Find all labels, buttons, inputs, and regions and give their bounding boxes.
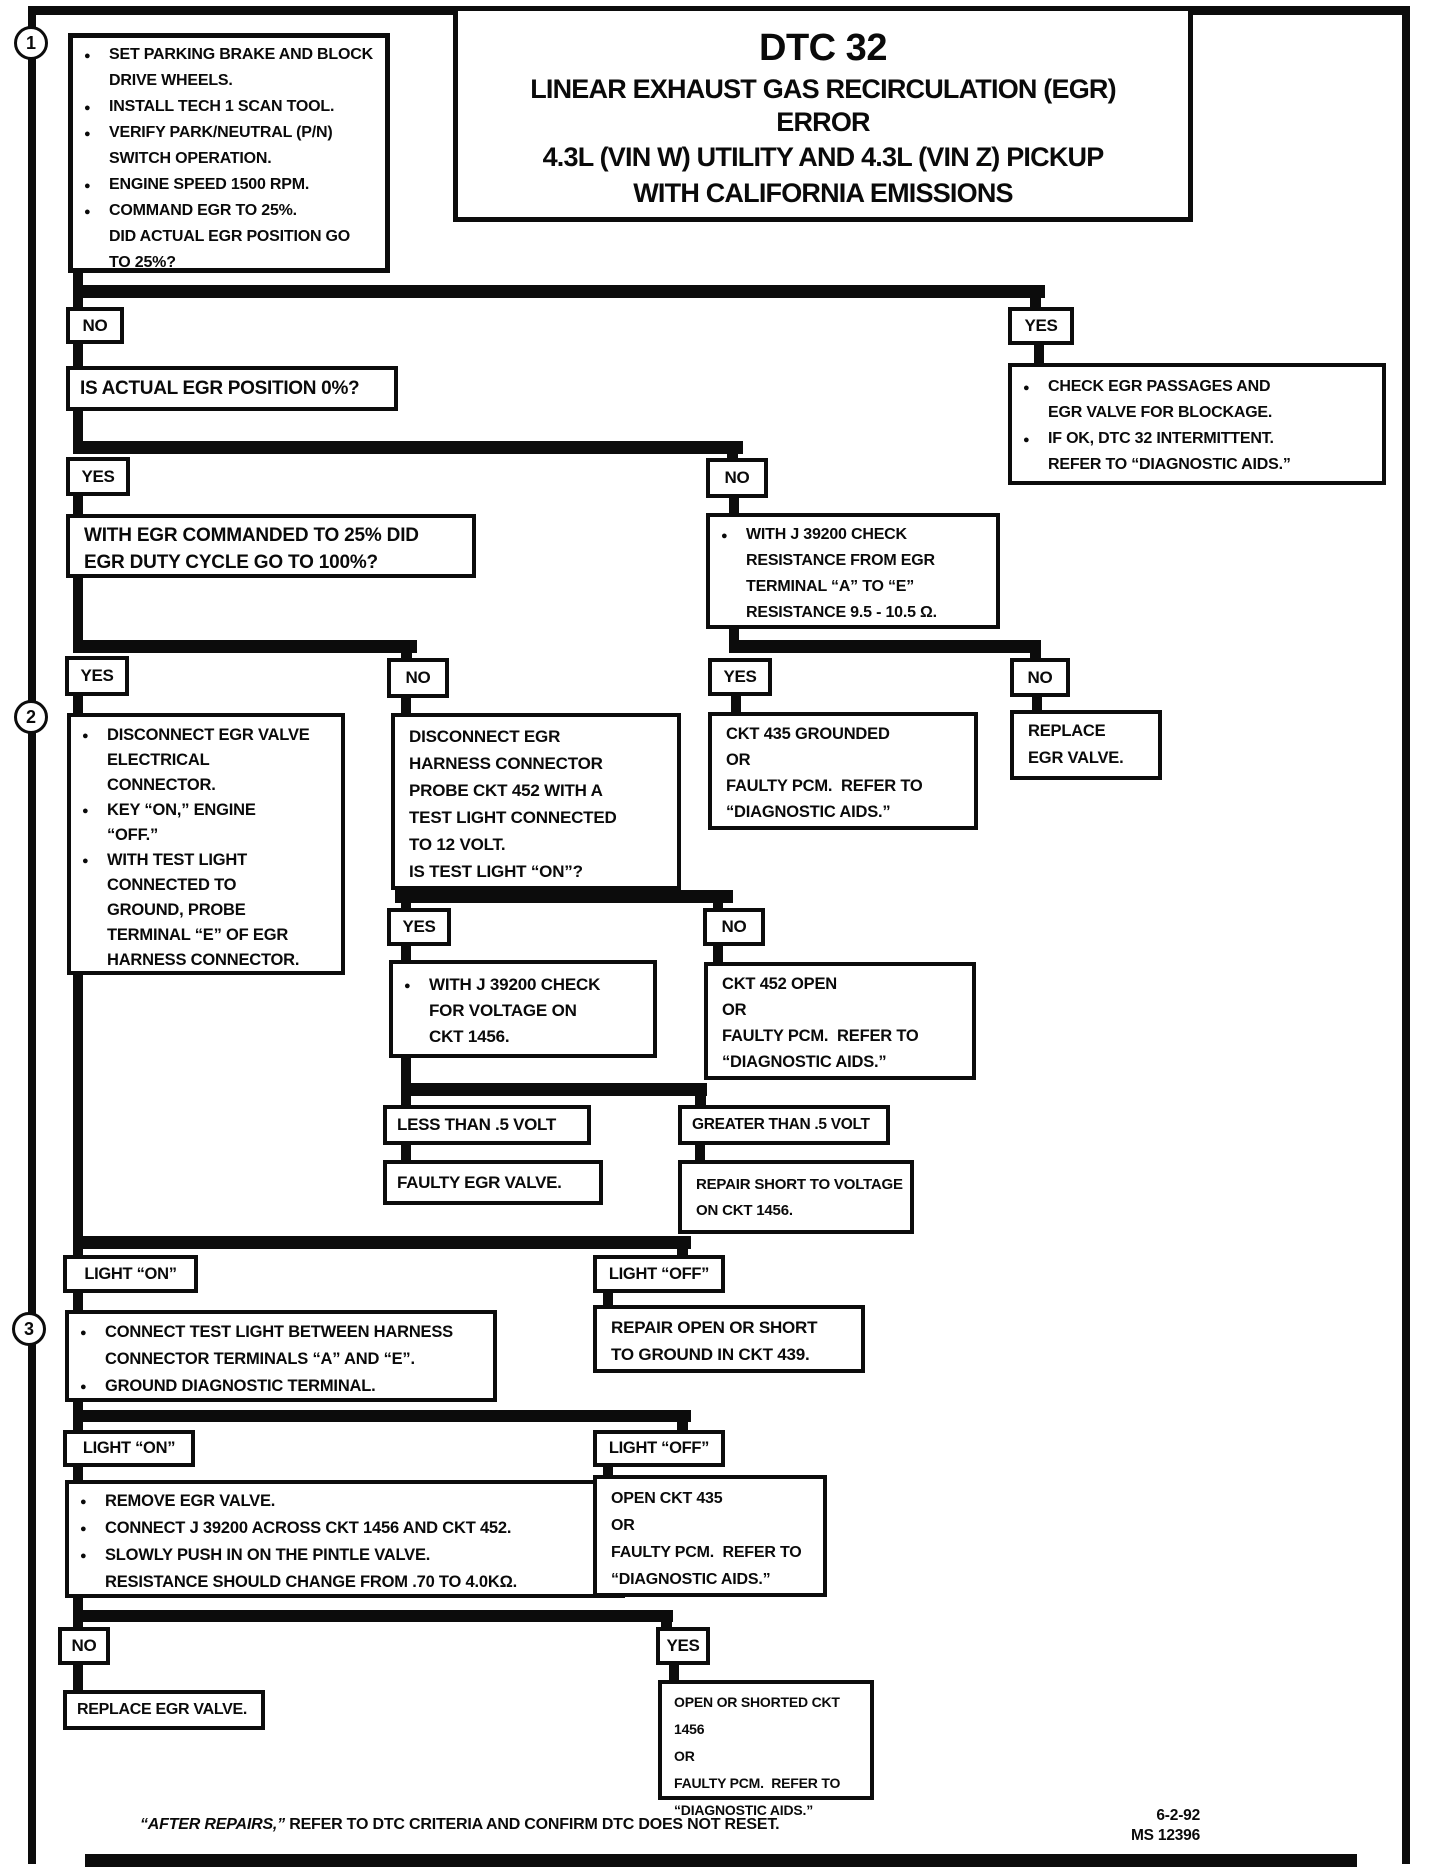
flow-line xyxy=(731,695,741,713)
flow-text-line: ● CHECK EGR PASSAGES AND xyxy=(1020,374,1376,400)
flow-line xyxy=(73,1236,691,1249)
page-border-right xyxy=(1402,6,1410,1864)
flow-line xyxy=(401,945,411,961)
flow-text-line: ● COMMAND EGR TO 25%. xyxy=(81,198,379,224)
flow-line xyxy=(1034,344,1044,364)
voltage-check-box xyxy=(389,960,657,1058)
flow-text-line: IS TEST LIGHT “ON”? xyxy=(409,862,583,881)
flow-text-line: ● VERIFY PARK/NEUTRAL (P/N) xyxy=(81,120,379,146)
flow-line xyxy=(401,1144,411,1161)
flow-text-line: FOR VOLTAGE ON xyxy=(429,1001,577,1020)
decision-no-6: NO xyxy=(58,1627,110,1665)
flow-text-line: “DIAGNOSTIC AIDS.” xyxy=(674,1802,813,1818)
flow-text-line: CONNECTED TO xyxy=(107,876,237,894)
flow-text-line: FAULTY PCM. REFER TO xyxy=(722,1027,919,1045)
flow-text-line: REFER TO “DIAGNOSTIC AIDS.” xyxy=(1048,456,1291,473)
flow-line xyxy=(73,640,417,653)
flow-line xyxy=(73,343,83,367)
flow-text-line: OR xyxy=(674,1748,695,1764)
decision-yes-3: YES xyxy=(708,658,772,696)
connect-test-light-box xyxy=(65,1310,497,1402)
title-line-4: WITH CALIFORNIA EMISSIONS xyxy=(633,178,1013,208)
flow-line xyxy=(669,1664,679,1681)
flow-line xyxy=(1032,696,1042,711)
flow-line xyxy=(401,1057,411,1085)
flow-text-line: TEST LIGHT CONNECTED xyxy=(409,808,617,827)
revision-date: 6-2-92 xyxy=(1156,1807,1200,1824)
flow-text-line: OR xyxy=(611,1517,635,1534)
flow-text-line: DISCONNECT EGR xyxy=(409,727,561,746)
replace-egr-valve-bottom-box: REPLACE EGR VALVE. xyxy=(63,1690,265,1730)
flow-text-line: ● CONNECT TEST LIGHT BETWEEN HARNESS xyxy=(77,1319,487,1346)
flow-text-line: CKT 1456. xyxy=(429,1027,510,1046)
flow-text-line: HARNESS CONNECTOR xyxy=(409,754,603,773)
egr-position-zero-question-box: IS ACTUAL EGR POSITION 0%? xyxy=(66,366,398,411)
decision-no-2: NO xyxy=(706,458,768,498)
repair-open-ckt439-box xyxy=(593,1305,865,1373)
flow-line xyxy=(73,410,83,442)
flow-text-line: “DIAGNOSTIC AIDS.” xyxy=(726,803,891,821)
flow-text-line: “DIAGNOSTIC AIDS.” xyxy=(611,1571,771,1588)
flow-text-line: ● GROUND DIAGNOSTIC TERMINAL. xyxy=(77,1373,487,1400)
flow-line xyxy=(73,1610,673,1622)
page-border-left xyxy=(28,6,36,1864)
flow-line xyxy=(401,697,411,714)
light-off-label-2: LIGHT “OFF” xyxy=(593,1430,725,1467)
flow-text-line: ● WITH J 39200 CHECK xyxy=(718,522,990,548)
decision-no-4: NO xyxy=(387,658,449,698)
flow-text-line: ● SLOWLY PUSH IN ON THE PINTLE VALVE. xyxy=(77,1542,615,1569)
flow-line xyxy=(73,1420,83,1430)
decision-yes-4: YES xyxy=(65,656,129,696)
flow-line xyxy=(73,495,83,515)
check-egr-passages-box xyxy=(1008,363,1386,485)
flow-text-line: REPLACE xyxy=(1028,722,1106,740)
light-on-label-2: LIGHT “ON” xyxy=(63,1430,195,1467)
flow-text-line: GROUND, PROBE xyxy=(107,901,246,919)
step-badge-2: 2 xyxy=(14,700,48,734)
flow-text-line: CONNECTOR TERMINALS “A” AND “E”. xyxy=(105,1350,415,1368)
flow-text-line: SWITCH OPERATION. xyxy=(109,150,272,167)
flow-text-line: RESISTANCE 9.5 - 10.5 Ω. xyxy=(746,604,937,621)
flow-line xyxy=(73,695,83,714)
open-ckt435-box xyxy=(593,1475,827,1597)
less-than-half-volt-box: LESS THAN .5 VOLT xyxy=(383,1105,591,1145)
decision-yes-2: YES xyxy=(66,457,130,496)
flow-text-line: “DIAGNOSTIC AIDS.” xyxy=(722,1053,887,1071)
greater-than-half-volt-box: GREATER THAN .5 VOLT xyxy=(678,1105,890,1145)
flow-text-line: ● IF OK, DTC 32 INTERMITTENT. xyxy=(1020,426,1376,452)
flow-text-line: HARNESS CONNECTOR. xyxy=(107,951,300,969)
flow-text-line: EGR VALVE. xyxy=(1028,749,1124,767)
flow-text-line: ● CONNECT J 39200 ACROSS CKT 1456 AND CKT 452. xyxy=(77,1515,615,1542)
flow-text-line: ● DISCONNECT EGR VALVE xyxy=(79,723,335,748)
replace-egr-valve-right-box xyxy=(1010,710,1162,780)
flow-text-line: ELECTRICAL xyxy=(107,751,210,769)
flow-text-line: OR xyxy=(722,1001,747,1019)
page-border-bottom xyxy=(85,1854,1357,1867)
after-repairs-note xyxy=(140,1816,779,1834)
step-badge-1: 1 xyxy=(14,26,48,60)
flow-text-line: FAULTY PCM. REFER TO xyxy=(674,1775,841,1791)
ckt452-open-box xyxy=(704,962,976,1080)
document-id-block xyxy=(1070,1806,1200,1846)
faulty-egr-valve-box: FAULTY EGR VALVE. xyxy=(383,1160,603,1205)
flow-line xyxy=(401,1083,707,1096)
duty-cycle-question-box xyxy=(66,514,476,578)
decision-yes-6: YES xyxy=(656,1627,710,1665)
flow-text-line: REPAIR OPEN OR SHORT xyxy=(611,1318,818,1337)
after-repairs-rest: REFER TO DTC CRITERIA AND CONFIRM DTC DOES NOT RESET. xyxy=(284,1816,780,1833)
flow-text-line: ● SET PARKING BRAKE AND BLOCK xyxy=(81,42,379,68)
step-badge-3: 3 xyxy=(12,1312,46,1346)
title-box xyxy=(453,6,1193,222)
flow-line xyxy=(1030,290,1041,308)
flow-text-line: RESISTANCE SHOULD CHANGE FROM .70 TO 4.0KΩ. xyxy=(105,1573,517,1591)
flow-text-line: FAULTY PCM. REFER TO xyxy=(726,777,923,795)
flow-text-line: TERMINAL “E” OF EGR xyxy=(107,926,289,944)
flow-text-line: ● WITH TEST LIGHT xyxy=(79,848,335,873)
flow-text-line: TERMINAL “A” TO “E” xyxy=(746,578,915,595)
disconnect-egr-valve-box xyxy=(67,713,345,975)
flow-text-line: EGR DUTY CYCLE GO TO 100%? xyxy=(84,552,378,573)
flow-line xyxy=(603,1292,613,1306)
flow-line xyxy=(395,890,733,903)
document-number: MS 12396 xyxy=(1130,1827,1200,1844)
dtc-code-title: DTC 32 xyxy=(759,27,887,69)
flow-text-line: TO 12 VOLT. xyxy=(409,835,506,854)
flow-line xyxy=(73,441,743,454)
flow-text-line: ● ENGINE SPEED 1500 RPM. xyxy=(81,172,379,198)
light-off-label-1: LIGHT “OFF” xyxy=(593,1255,725,1293)
flow-text-line: FAULTY PCM. REFER TO xyxy=(611,1544,802,1561)
flow-text-line: CKT 452 OPEN xyxy=(722,975,837,993)
flow-text-line: DID ACTUAL EGR POSITION GO xyxy=(109,228,351,245)
flow-text-line: CKT 435 GROUNDED xyxy=(726,725,890,743)
flow-line xyxy=(73,285,1045,298)
decision-no-5: NO xyxy=(703,908,765,946)
flow-line xyxy=(695,1144,705,1161)
flow-text-line: OPEN CKT 435 xyxy=(611,1490,723,1507)
title-line-1: LINEAR EXHAUST GAS RECIRCULATION (EGR) xyxy=(530,74,1116,104)
flow-text-line: RESISTANCE FROM EGR xyxy=(746,552,935,569)
flow-line xyxy=(73,1410,691,1422)
flow-line xyxy=(729,497,739,514)
decision-yes-5: YES xyxy=(387,908,451,946)
flow-text-line: TO GROUND IN CKT 439. xyxy=(611,1345,810,1364)
flow-text-line: ● WITH J 39200 CHECK xyxy=(401,972,647,998)
flow-text-line: EGR VALVE FOR BLOCKAGE. xyxy=(1048,404,1273,421)
flow-text-line: OPEN OR SHORTED CKT 1456 xyxy=(674,1694,844,1737)
flow-line xyxy=(73,577,83,643)
flow-line xyxy=(73,1466,83,1481)
flow-text-line: OR xyxy=(726,751,751,769)
light-on-label-1: LIGHT “ON” xyxy=(63,1255,198,1293)
flow-line xyxy=(73,1664,83,1691)
disconnect-harness-box xyxy=(391,713,681,890)
open-shorted-ckt1456-box xyxy=(658,1680,874,1818)
decision-no-3: NO xyxy=(1010,658,1070,697)
remove-egr-valve-box xyxy=(65,1480,625,1598)
flow-text-line: ON CKT 1456. xyxy=(696,1202,793,1219)
flow-line xyxy=(713,945,723,963)
decision-yes-1: YES xyxy=(1008,307,1074,345)
flow-line xyxy=(677,1420,688,1430)
ckt435-grounded-box xyxy=(708,712,978,830)
flow-line xyxy=(73,1292,83,1311)
flow-text-line: ● INSTALL TECH 1 SCAN TOOL. xyxy=(81,94,379,120)
flow-text-line: CONNECTOR. xyxy=(107,776,216,794)
repair-short-voltage-box xyxy=(678,1160,914,1234)
flow-text-line: DRIVE WHEELS. xyxy=(109,72,233,89)
flow-text-line: PROBE CKT 452 WITH A xyxy=(409,781,603,800)
flow-line xyxy=(73,973,83,1239)
step1-instructions-box xyxy=(68,33,390,273)
after-repairs-quote: “AFTER REPAIRS,” xyxy=(140,1816,285,1833)
title-line-2: ERROR xyxy=(776,107,870,137)
flow-text-line: “OFF.” xyxy=(107,826,159,844)
decision-no-1: NO xyxy=(66,307,124,344)
flow-text-line: REPAIR SHORT TO VOLTAGE xyxy=(696,1176,903,1193)
flow-text-line: TO 25%? xyxy=(109,254,176,271)
title-line-3: 4.3L (VIN W) UTILITY AND 4.3L (VIN Z) PICKUP xyxy=(542,142,1104,172)
flow-text-line: ● REMOVE EGR VALVE. xyxy=(77,1488,615,1515)
flow-line xyxy=(729,640,1041,653)
flow-text-line: ● KEY “ON,” ENGINE xyxy=(79,798,335,823)
resistance-check-box xyxy=(706,513,1000,629)
flow-text-line: WITH EGR COMMANDED TO 25% DID xyxy=(84,525,419,546)
